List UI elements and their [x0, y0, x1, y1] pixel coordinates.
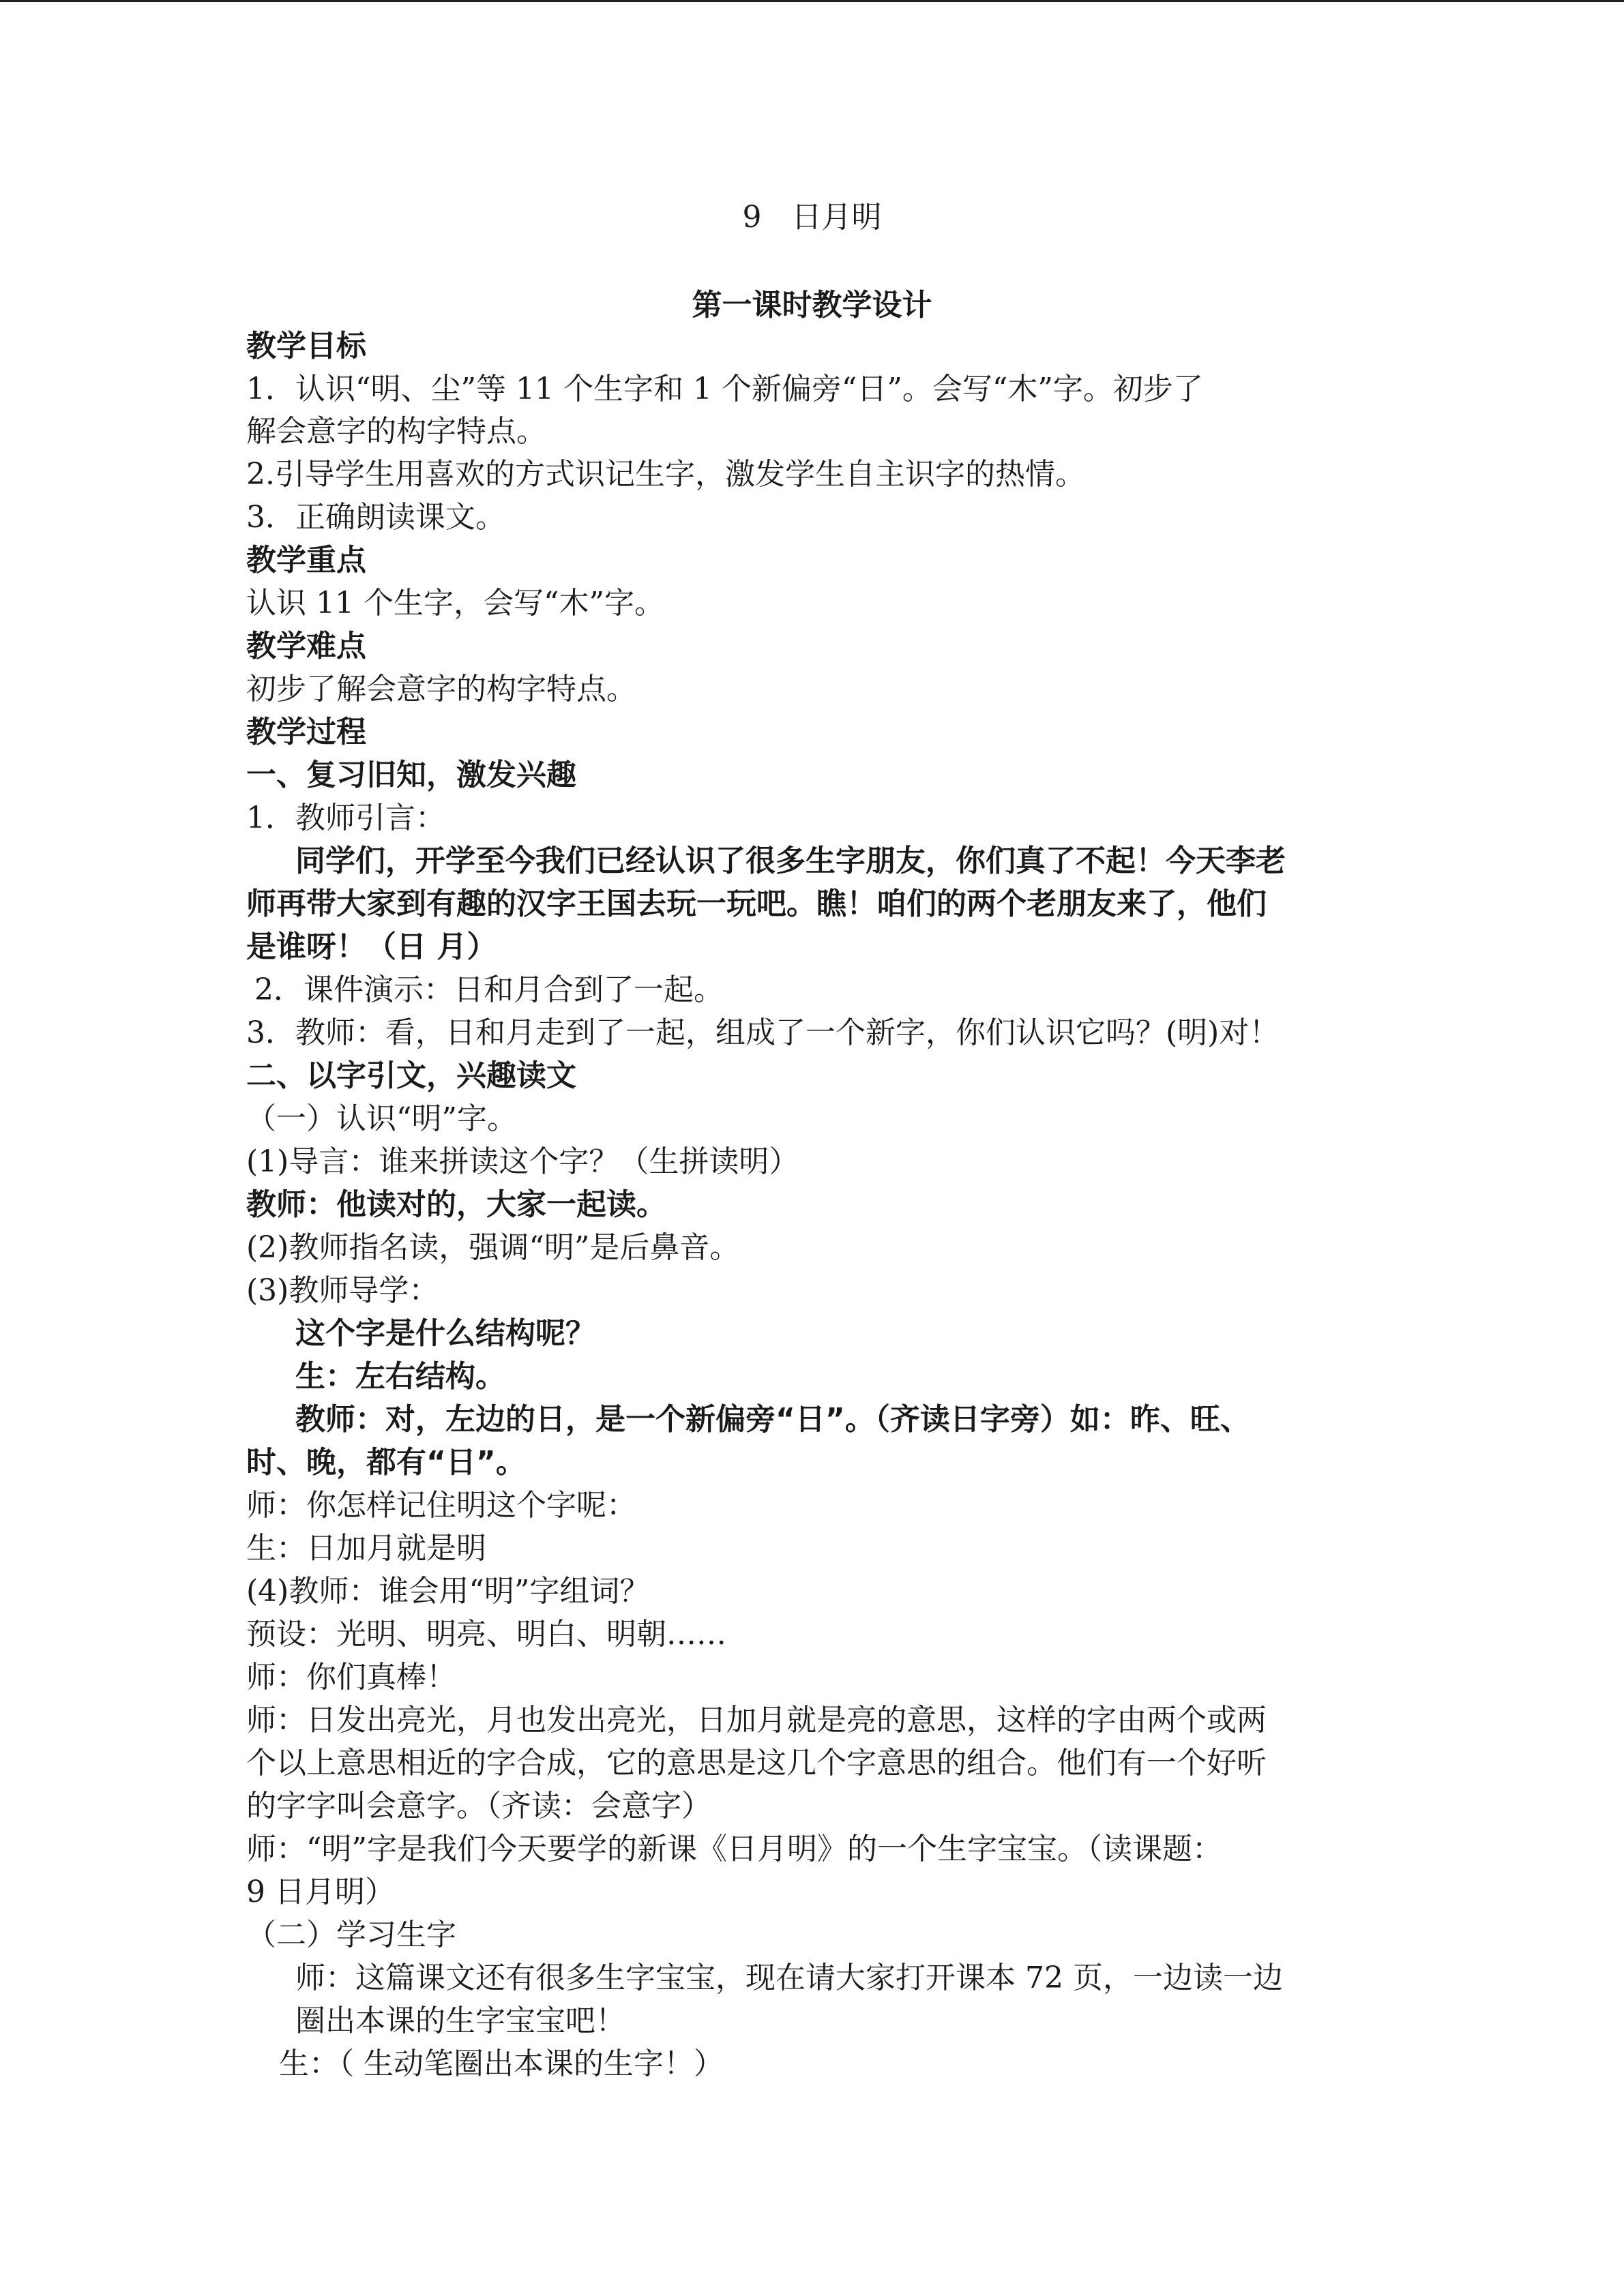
step-1-paragraph-line-3: 是谁呀！（日 月） — [246, 929, 497, 964]
student-answer-memory: 生：日加月就是明 — [246, 1531, 486, 1566]
objective-3: 3．正确朗读课文。 — [246, 500, 505, 535]
step-2: 2．课件演示：日和月合到了一起。 — [254, 972, 724, 1007]
preset-answers: 预设：光明、明亮、明白、明朝…… — [246, 1617, 726, 1652]
subsection-2-heading: （二）学习生字 — [246, 1918, 456, 1952]
item-3: (3)教师导学： — [246, 1273, 439, 1308]
step-1-paragraph-line-1: 同学们，开学至今我们已经认识了很多生字朋友，你们真了不起！今天李老 — [295, 844, 1286, 878]
answer-1: 生：左右结构。 — [295, 1359, 505, 1394]
lesson-title: 9 日月明 — [742, 200, 882, 235]
part-2-heading: 二、以字引文，兴趣读文 — [246, 1058, 576, 1093]
explanation-line-1: 师：日发出亮光，月也发出亮光，日加月就是亮的意思，这样的字由两个或两 — [246, 1703, 1267, 1738]
objective-2: 2.引导学生用喜欢的方式识记生字，激发学生自主识字的热情。 — [246, 457, 1085, 492]
subsection-1-heading: （一）认识“明”字。 — [246, 1101, 517, 1136]
item-4: (4)教师：谁会用“明”字组词？ — [246, 1574, 650, 1609]
lesson-intro-line-1: 师：“明”字是我们今天要学的新课《日月明》的一个生字宝宝。（读课题： — [246, 1832, 1222, 1866]
teacher-line-2-part-2: 时、晚，都有“日”。 — [246, 1445, 526, 1480]
step-1-label: 1．教师引言： — [246, 801, 445, 835]
question-1: 这个字是什么结构呢？ — [295, 1316, 595, 1351]
lesson-intro-line-2: 9 日月明） — [246, 1875, 395, 1909]
objective-1-line-2: 解会意字的构字特点。 — [246, 414, 546, 449]
step-1-paragraph-line-2: 师再带大家到有趣的汉字王国去玩一玩吧。瞧！咱们的两个老朋友来了，他们 — [246, 886, 1267, 921]
item-1: (1)导言：谁来拼读这个字？（生拼读明） — [246, 1144, 799, 1179]
difficulty-text: 初步了解会意字的构字特点。 — [246, 672, 636, 706]
part-1-heading: 一、复习旧知，激发兴趣 — [246, 758, 576, 792]
teacher-praise: 师：你们真棒！ — [246, 1660, 456, 1695]
keypoints-text: 认识 11 个生字，会写“木”字。 — [246, 586, 664, 621]
teacher-line-1: 教师：他读对的，大家一起读。 — [246, 1187, 666, 1222]
student-action: 生：（ 生动笔圈出本课的生字！） — [279, 2046, 724, 2081]
item-2: (2)教师指名读，强调“明”是后鼻音。 — [246, 1230, 740, 1265]
teacher-line-2-part-1: 教师：对，左边的日，是一个新偏旁“日”。（齐读日字旁）如：昨、旺、 — [295, 1402, 1250, 1437]
process-heading: 教学过程 — [246, 715, 366, 749]
explanation-line-3: 的字字叫会意字。（齐读：会意字） — [246, 1789, 711, 1823]
objective-1-line-1: 1．认识“明、尘”等 11 个生字和 1 个新偏旁“日”。会写“木”字。初步了 — [246, 372, 1203, 406]
page-subtitle: 第一课时教学设计 — [692, 288, 932, 323]
step-3: 3．教师：看，日和月走到了一起，组成了一个新字，你们认识它吗？(明)对！ — [246, 1015, 1280, 1050]
keypoints-heading: 教学重点 — [246, 543, 366, 578]
task-line-1: 师：这篇课文还有很多生字宝宝，现在请大家打开课本 72 页，一边读一边 — [295, 1960, 1283, 1995]
explanation-line-2: 个以上意思相近的字合成，它的意思是这几个字意思的组合。他们有一个好听 — [246, 1746, 1267, 1780]
top-border-line — [0, 0, 1624, 2]
task-line-2: 圈出本课的生字宝宝吧！ — [295, 2003, 625, 2038]
objectives-heading: 教学目标 — [246, 329, 366, 363]
teacher-question-memory: 师：你怎样记住明这个字呢： — [246, 1488, 636, 1523]
difficulty-heading: 教学难点 — [246, 629, 366, 664]
